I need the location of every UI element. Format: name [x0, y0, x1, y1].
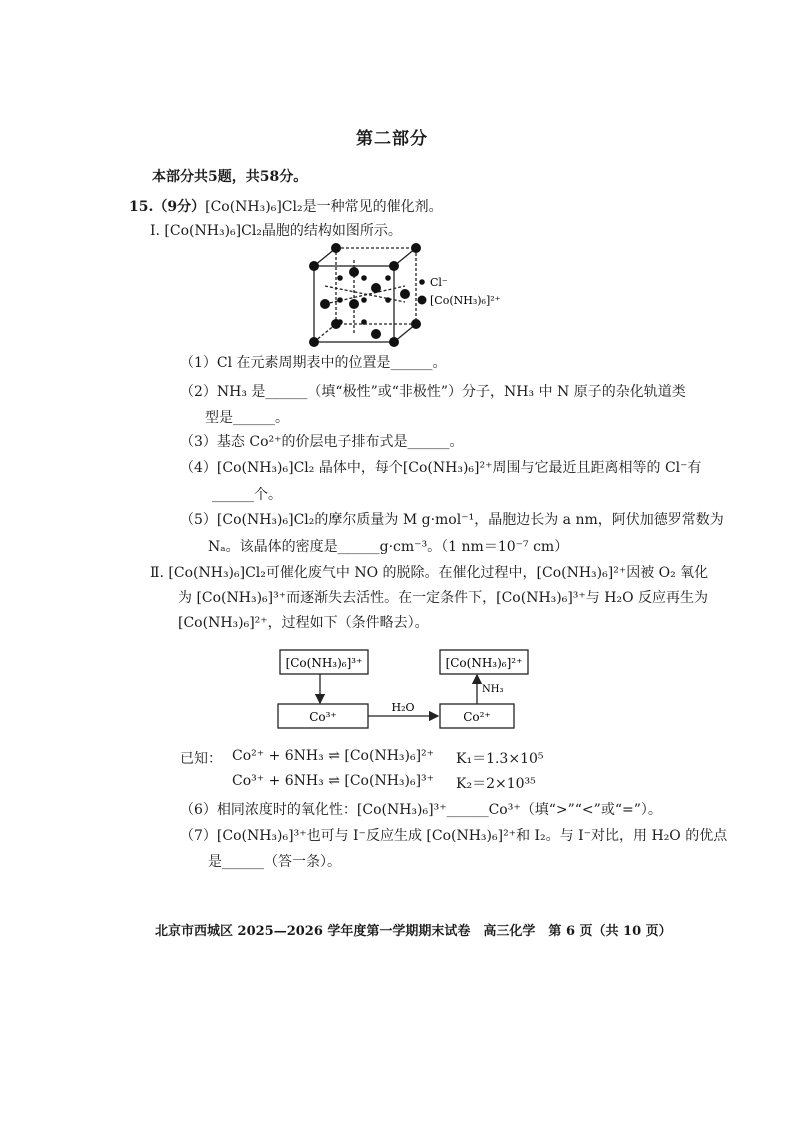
- flow-diagram: [270, 642, 530, 738]
- q2-line1: （2）NH₃ 是______（填“极性”或“非极性”）分子，NH₃ 中 N 原子的杂化轨道类: [180, 384, 686, 400]
- question-stem: [Co(NH₃)₆]Cl₂是一种常见的催化剂。: [205, 199, 443, 215]
- q5-line1: （5）[Co(NH₃)₆]Cl₂的摩尔质量为 M g·mol⁻¹，晶胞边长为 a nm，阿伏加德罗常数为: [180, 512, 724, 528]
- q7-line2: 是______（答一条）。: [208, 854, 341, 870]
- q5-line2: Nₐ。该晶体的密度是______g·cm⁻³。（1 nm＝10⁻⁷ cm）: [208, 539, 569, 555]
- part1-title: Ⅰ. [Co(NH₃)₆]Cl₂晶胞的结构如图所示。: [150, 223, 402, 239]
- part2-line3: [Co(NH₃)₆]²⁺，过程如下（条件略去）。: [178, 615, 429, 631]
- section-title: 第二部分: [356, 129, 428, 149]
- flow-bottom-left: Co³⁺: [309, 710, 337, 724]
- k1: K₁＝1.3×10⁵: [456, 751, 544, 767]
- question-header: [129, 196, 443, 216]
- q3: （3）基态 Co²⁺的价层电子排布式是______。: [180, 434, 464, 450]
- legend-large-dot: [418, 296, 427, 305]
- part2-line1: Ⅱ. [Co(NH₃)₆]Cl₂可催化废气中 NO 的脱除。在催化过程中，[Co(NH₃)₆]²⁺因被 O₂ 氧化: [150, 565, 709, 581]
- equation-2: Co³⁺ + 6NH₃ ⇌ [Co(NH₃)₆]³⁺: [232, 773, 435, 789]
- crystal-cell-figure: [300, 242, 501, 348]
- q7-line1: （7）[Co(NH₃)₆]³⁺也可与 I⁻反应生成 [Co(NH₃)₆]²⁺和 I₂。与 I⁻对比，用 H₂O 的优点: [180, 828, 728, 844]
- q1: （1）Cl 在元素周期表中的位置是______。: [180, 355, 447, 371]
- legend-cl-label: Cl⁻: [430, 276, 448, 289]
- flow-up-label: NH₃: [482, 684, 504, 695]
- q4-line1: （4）[Co(NH₃)₆]Cl₂ 晶体中，每个[Co(NH₃)₆]²⁺周围与它最近且距离相等的 Cl⁻有: [180, 460, 702, 476]
- legend-small-dot: [419, 279, 425, 285]
- flow-bottom-right: Co²⁺: [463, 710, 491, 724]
- q6: （6）相同浓度时的氧化性：[Co(NH₃)₆]³⁺______Co³⁺（填“>”“<”或“=”）。: [180, 802, 662, 818]
- flow-top-right: [Co(NH₃)₆]²⁺: [445, 656, 523, 670]
- page-footer: 北京市西城区 2025—2026 学年度第一学期期末试卷 高三化学 第 6 页（共 10 页）: [155, 924, 672, 939]
- q2-line2: 型是______。: [205, 410, 289, 426]
- question-number: 15.（9分）: [129, 199, 206, 215]
- part2-line2: 为 [Co(NH₃)₆]³⁺而逐渐失去活性。在一定条件下，[Co(NH₃)₆]³⁺与 H₂O 反应再生为: [178, 590, 708, 606]
- section-note: 本部分共5题，共58分。: [152, 169, 308, 185]
- flow-top-left: [Co(NH₃)₆]³⁺: [285, 656, 363, 670]
- flow-arrow-label: H₂O: [391, 701, 415, 714]
- legend-complex-label: [Co(NH₃)₆]²⁺: [430, 294, 501, 307]
- known-label: 已知：: [180, 751, 222, 767]
- k2: K₂＝2×10³⁵: [456, 776, 536, 792]
- equation-1: Co²⁺ + 6NH₃ ⇌ [Co(NH₃)₆]²⁺: [232, 748, 435, 764]
- q4-line2: ______个。: [212, 487, 282, 503]
